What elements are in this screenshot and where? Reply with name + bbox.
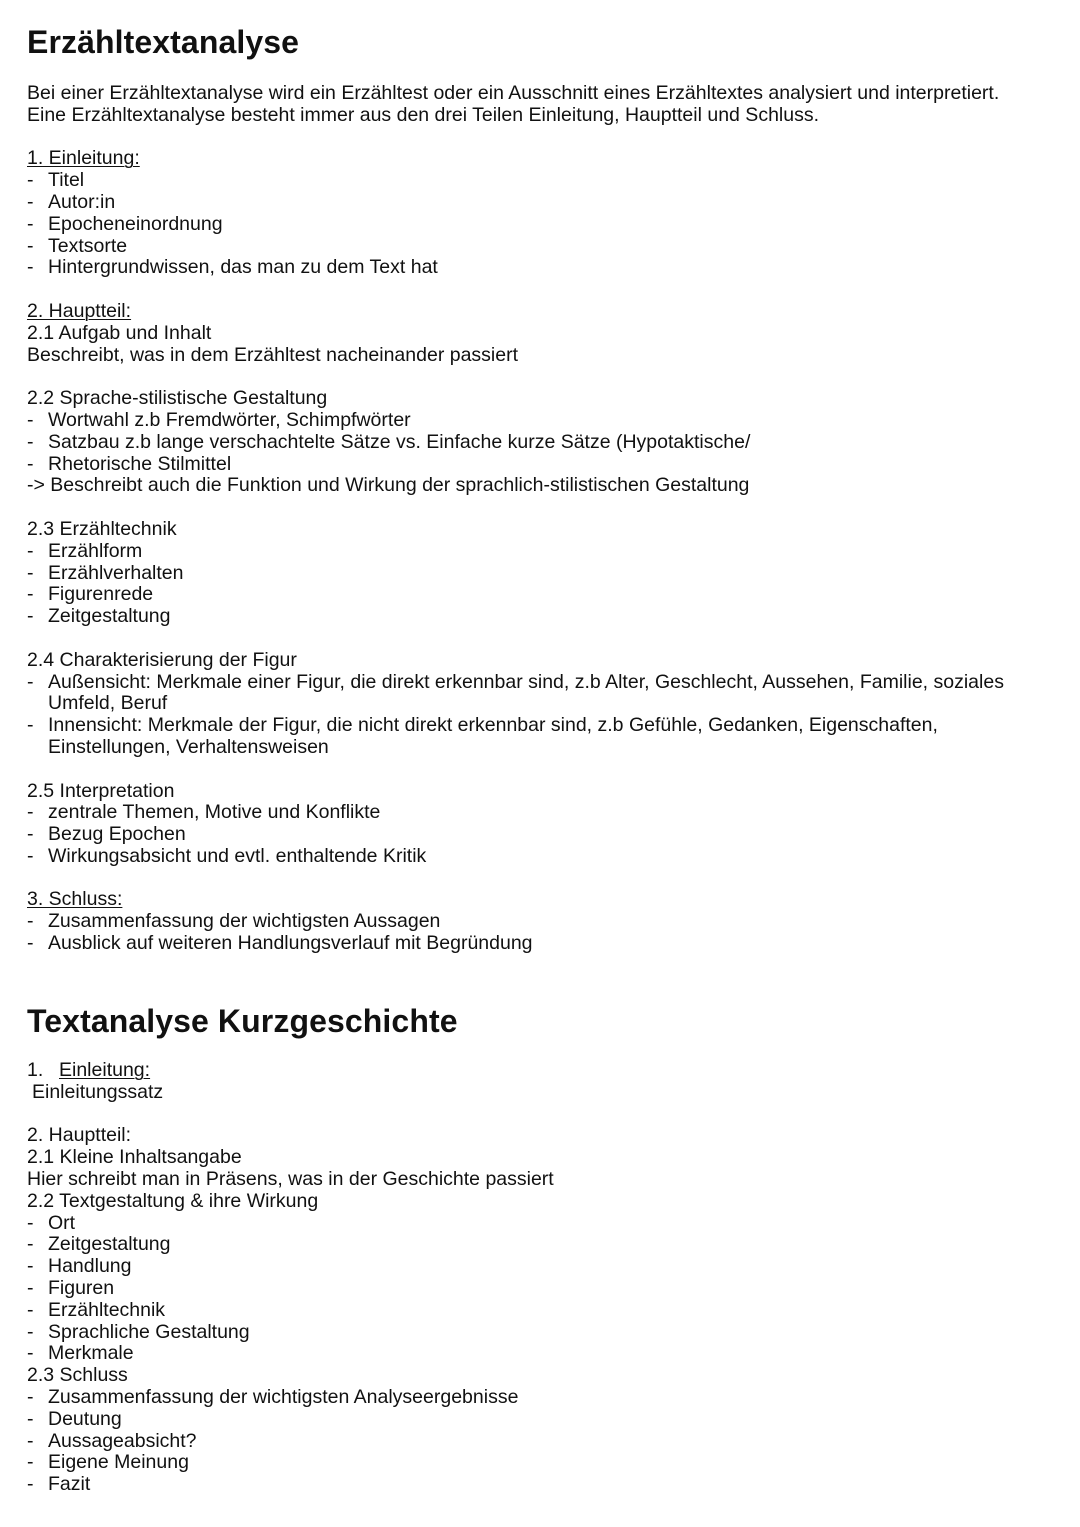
blank-line: [27, 759, 1057, 781]
list-item-text: Figuren: [48, 1276, 115, 1299]
blank-line: [27, 628, 1057, 650]
list-item: [27, 563, 1057, 585]
list-item: [27, 846, 1057, 868]
heading-text: 3. Schluss:: [27, 888, 123, 911]
subsection-heading: [27, 889, 1057, 911]
list-item-text: Rhetorische Stilmittel: [48, 452, 232, 475]
list-item-text: Autor:in: [48, 190, 116, 213]
text-line: 2.1 Kleine Inhaltsangabe: [27, 1146, 242, 1169]
blank-line: [27, 1104, 1057, 1126]
heading-number: 1.: [27, 1059, 44, 1081]
list-item: [27, 236, 1057, 258]
list-item-text: Textsorte: [48, 234, 128, 257]
bullet-dash-icon: -: [27, 605, 34, 628]
list-item-text: Sprachliche Gestaltung: [48, 1320, 250, 1343]
list-item: [27, 911, 1057, 933]
list-item: [27, 192, 1057, 214]
bullet-dash-icon: -: [27, 1320, 34, 1343]
list-item: [27, 170, 1057, 192]
text-line: Beschreibt, was in dem Erzähltest nacheinander passiert: [27, 343, 519, 366]
list-item-text: Zeitgestaltung: [48, 605, 171, 628]
bullet-dash-icon: -: [27, 452, 34, 475]
list-item-continuation: Einstellungen, Verhaltensweisen: [48, 735, 329, 758]
list-item-text: Erzähltechnik: [48, 1298, 166, 1321]
bullet-dash-icon: -: [27, 1451, 34, 1474]
list-item: [27, 584, 1057, 606]
subsection-heading: [27, 1060, 1057, 1082]
bullet-dash-icon: -: [27, 212, 34, 235]
bullet-dash-icon: -: [27, 1233, 34, 1256]
list-item: [27, 1452, 1057, 1474]
bullet-dash-icon: -: [27, 1255, 34, 1278]
list-item-text: Erzählform: [48, 539, 143, 562]
list-item: [27, 606, 1057, 628]
list-item: [27, 1322, 1057, 1344]
list-item-text: Aussageabsicht?: [48, 1429, 197, 1452]
list-item: [27, 1256, 1057, 1278]
list-item-text: Ort: [48, 1211, 76, 1234]
list-item: [27, 1278, 1057, 1300]
bullet-dash-icon: -: [27, 190, 34, 213]
list-item: [27, 1387, 1057, 1409]
bullet-dash-icon: -: [27, 823, 34, 846]
blank-line: [27, 868, 1057, 890]
list-item-text: Außensicht: Merkmale einer Figur, die direkt erkennbar sind, z.b Alter, Geschlecht, Aussehen, Familie, soziales: [48, 670, 1004, 693]
text-line: -> Beschreibt auch die Funktion und Wirkung der sprachlich-stilistischen Gestaltung: [27, 474, 750, 497]
list-item-text: Merkmale: [48, 1342, 134, 1365]
bullet-dash-icon: -: [27, 408, 34, 431]
list-item-text: Satzbau z.b lange verschachtelte Sätze vs. Einfache kurze Sätze (Hypotaktische/: [48, 430, 751, 453]
bullet-dash-icon: -: [27, 910, 34, 933]
bullet-dash-icon: -: [27, 844, 34, 867]
bullet-dash-icon: -: [27, 714, 34, 737]
list-item: [27, 1213, 1057, 1235]
list-item: [27, 672, 1057, 694]
text-line: 2. Hauptteil:: [27, 1124, 132, 1147]
section-erzaehltextanalyse-body: [27, 83, 1057, 955]
blank-line: [27, 366, 1057, 388]
bullet-dash-icon: -: [27, 583, 34, 606]
text-line: 2.2 Textgestaltung & ihre Wirkung: [27, 1189, 319, 1212]
list-item-text: Fazit: [48, 1473, 91, 1496]
blank-line: [27, 127, 1057, 149]
bullet-dash-icon: -: [27, 1385, 34, 1408]
bullet-dash-icon: -: [27, 234, 34, 257]
list-item-text: Deutung: [48, 1407, 122, 1430]
heading-text: Einleitung:: [59, 1059, 151, 1081]
section-kurzgeschichte-body: [27, 1060, 1057, 1496]
text-line: Hier schreibt man in Präsens, was in der Geschichte passiert: [27, 1167, 554, 1190]
list-item-text: Figurenrede: [48, 583, 154, 606]
bullet-dash-icon: -: [27, 169, 34, 192]
bullet-dash-icon: -: [27, 670, 34, 693]
list-item-text: Hintergrundwissen, das man zu dem Text hat: [48, 256, 438, 279]
bullet-dash-icon: -: [27, 539, 34, 562]
list-item: [27, 1300, 1057, 1322]
list-item-text: Bezug Epochen: [48, 823, 186, 846]
subsection-heading: [27, 301, 1057, 323]
list-item: [27, 1409, 1057, 1431]
text-line: 2.3 Erzähltechnik: [27, 517, 177, 540]
list-item: [27, 1343, 1057, 1365]
bullet-dash-icon: -: [27, 430, 34, 453]
list-item-text: Zeitgestaltung: [48, 1233, 171, 1256]
list-item-text: Erzählverhalten: [48, 561, 184, 584]
bullet-dash-icon: -: [27, 256, 34, 279]
list-item-text: zentrale Themen, Motive und Konflikte: [48, 801, 381, 824]
list-item-text: Wirkungsabsicht und evtl. enthaltende Kritik: [48, 844, 427, 867]
text-line: Eine Erzähltextanalyse besteht immer aus den drei Teilen Einleitung, Hauptteil und Schluss.: [27, 103, 820, 126]
list-item: [27, 541, 1057, 563]
list-item: [27, 454, 1057, 476]
list-item-continuation: Umfeld, Beruf: [48, 692, 168, 715]
heading-text: 2. Hauptteil:: [27, 299, 132, 322]
list-item: [27, 933, 1057, 955]
text-line: 2.1 Aufgab und Inhalt: [27, 321, 212, 344]
bullet-dash-icon: -: [27, 801, 34, 824]
blank-line: [27, 279, 1057, 301]
text-line: 2.4 Charakterisierung der Figur: [27, 648, 297, 671]
section-title-kurzgeschichte: Textanalyse Kurzgeschichte: [27, 1003, 458, 1039]
list-item-text: Eigene Meinung: [48, 1451, 189, 1474]
subsection-heading: [27, 148, 1057, 170]
bullet-dash-icon: -: [27, 1429, 34, 1452]
list-item-text: Titel: [48, 169, 85, 192]
bullet-dash-icon: -: [27, 561, 34, 584]
list-item-text: Epocheneinordnung: [48, 212, 223, 235]
heading-text: 1. Einleitung:: [27, 147, 140, 170]
list-item: [27, 715, 1057, 737]
list-item: [27, 432, 1057, 454]
list-item-text: Ausblick auf weiteren Handlungsverlauf mit Begründung: [48, 932, 533, 955]
bullet-dash-icon: -: [27, 1298, 34, 1321]
section-title-erzaehltextanalyse: Erzähltextanalyse: [27, 24, 300, 60]
list-item: [27, 1474, 1057, 1496]
list-item-text: Wortwahl z.b Fremdwörter, Schimpfwörter: [48, 408, 411, 431]
list-item: [27, 824, 1057, 846]
text-line: Einleitungssatz: [32, 1080, 164, 1103]
list-item: [27, 1234, 1057, 1256]
bullet-dash-icon: -: [27, 1473, 34, 1496]
list-item: [27, 1431, 1057, 1453]
text-line: 2.2 Sprache-stilistische Gestaltung: [27, 387, 328, 410]
list-item: [27, 802, 1057, 824]
list-item-text: Handlung: [48, 1255, 132, 1278]
text-line: 2.5 Interpretation: [27, 779, 175, 802]
list-item: [27, 257, 1057, 279]
text-line: Bei einer Erzähltextanalyse wird ein Erzähltest oder ein Ausschnitt eines Erzähltextes analysiert und interpretiert.: [27, 82, 1000, 104]
bullet-dash-icon: -: [27, 932, 34, 955]
bullet-dash-icon: -: [27, 1342, 34, 1365]
bullet-dash-icon: -: [27, 1211, 34, 1234]
list-item: [27, 410, 1057, 432]
list-item-text: Innensicht: Merkmale der Figur, die nicht direkt erkennbar sind, z.b Gefühle, Gedanken, Eigenschaften,: [48, 714, 938, 737]
list-item-text: Zusammenfassung der wichtigsten Analyseergebnisse: [48, 1385, 519, 1408]
bullet-dash-icon: -: [27, 1276, 34, 1299]
blank-line: [27, 497, 1057, 519]
text-line: 2.3 Schluss: [27, 1364, 128, 1387]
list-item-text: Zusammenfassung der wichtigsten Aussagen: [48, 910, 441, 933]
bullet-dash-icon: -: [27, 1407, 34, 1430]
list-item: [27, 214, 1057, 236]
